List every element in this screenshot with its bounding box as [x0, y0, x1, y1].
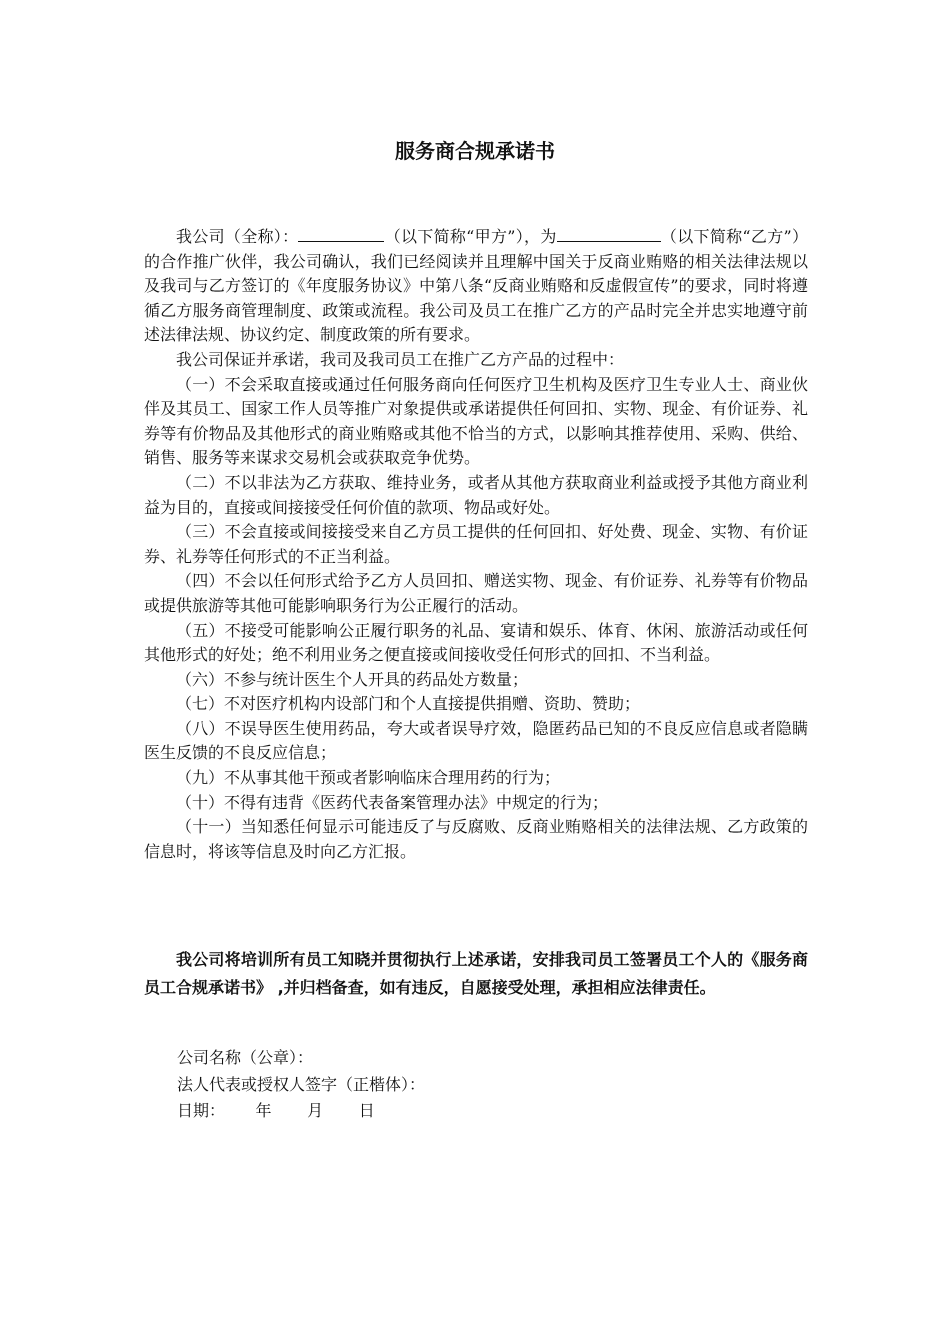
commitment-item-4: （四）不会以任何形式给予乙方人员回扣、赠送实物、现金、有价证券、礼券等有价物品或提供旅游等其他可能影响职务行为公正履行的活动。: [144, 571, 808, 615]
commitment-item-6: （六）不参与统计医生个人开具的药品处方数量；: [176, 669, 529, 689]
company-name-blank: [298, 227, 384, 242]
signature-block: [177, 1045, 425, 1125]
commitment-item-7: （七）不对医疗机构内设部门和个人直接提供捐赠、资助、赞助；: [176, 694, 641, 714]
document-body: [144, 225, 808, 864]
document-title: 服务商合规承诺书: [395, 139, 555, 163]
commitment-item-2: （二）不以非法为乙方获取、维持业务，或者从其他方获取商业利益或授予其他方商业利益为目的，直接或间接接受任何价值的款项、物品或好处。: [144, 472, 808, 517]
commitment-item-5: （五）不接受可能影响公正履行职务的礼品、宴请和娱乐、体育、休闲、旅游活动或任何其他形式的好处；绝不利用业务之便直接或间接收受任何形式的回扣、不当利益。: [144, 620, 808, 665]
commitment-item-8: （八）不误导医生使用药品，夸大或者误导疗效，隐匿药品已知的不良反应信息或者隐瞒医生反馈的不良反应信息；: [144, 718, 808, 763]
party-b-blank: [557, 227, 661, 242]
representative-signature-label: 法人代表或授权人签字（正楷体）：: [177, 1074, 426, 1094]
intro-part3: （以下简称“乙方”）的合作推广伙伴，我公司确认，我们已经阅读并且理解中国关于反商业贿赂的相关法律法规以及我司与乙方签订的《年度服务协议》中第八条“反商业贿赂和反虚假宣传”的要求，同时将遵循乙方服务商管理制度、政策或流程。我公司及员工在推广乙方的产品时完全并忠实地遵守前述法律法规、协议约定、制度政策的所有要求。: [144, 227, 808, 345]
company-seal-label: 公司名称（公章）：: [177, 1048, 314, 1067]
training-commitment-paragraph: 我公司将培训所有员工知晓并贯彻执行上述承诺，安排我司员工签署员工个人的《服务商员工合规承诺书》 ,并归档备查，如有违反，自愿接受处理，承担相应法律责任。: [144, 950, 808, 997]
intro-paragraph: [144, 225, 808, 348]
commitment-item-11: （十一）当知悉任何显示可能违反了与反腐败、反商业贿赂相关的法律法规、乙方政策的信息时，将该等信息及时向乙方汇报。: [144, 817, 808, 861]
date-label: 日期： 年 月 日: [177, 1101, 375, 1120]
intro-part1: 我公司（全称）：: [176, 227, 299, 246]
commitment-item-10: （十）不得有违背《医药代表备案管理办法》中规定的行为；: [176, 792, 609, 812]
commitment-item-9: （九）不从事其他干预或者影响临床合理用药的行为；: [176, 768, 561, 788]
commitment-item-3: （三）不会直接或间接接受来自乙方员工提供的任何回扣、好处费、现金、实物、有价证券、礼券等任何形式的不正当利益。: [144, 522, 808, 566]
guarantee-paragraph: 我公司保证并承诺，我司及我司员工在推广乙方产品的过程中：: [176, 349, 625, 369]
commitment-item-1: （一）不会采取直接或通过任何服务商向任何医疗卫生机构及医疗卫生专业人士、商业伙伴及其员工、国家工作人员等推广对象提供或承诺提供任何回扣、实物、现金、有价证券、礼券等有价物品及其他形式的商业贿赂或其他不恰当的方式，以影响其推荐使用、采购、供给、销售、服务等来谋求交易机会或获取竞争优势。: [144, 374, 808, 468]
intro-part2: （以下简称“甲方”），为: [384, 227, 557, 246]
